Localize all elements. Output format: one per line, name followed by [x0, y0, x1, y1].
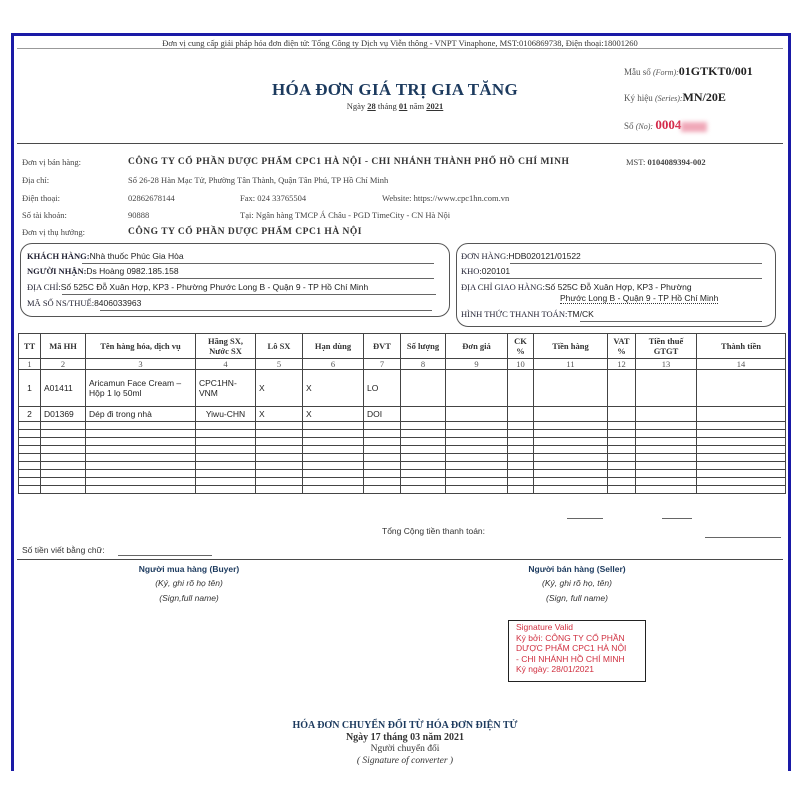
empty-cell [303, 446, 364, 454]
empty-cell [41, 422, 86, 430]
empty-table-row [19, 430, 786, 438]
no-label-en: (No): [635, 122, 654, 131]
cell-vat [608, 370, 636, 407]
empty-cell [697, 462, 786, 470]
empty-cell [636, 446, 697, 454]
receiver-value: Ds Hoàng 0982.185.158 [86, 266, 179, 276]
empty-cell [508, 454, 534, 462]
empty-cell [401, 446, 446, 454]
empty-cell [636, 478, 697, 486]
date-month-word: tháng [377, 101, 397, 111]
empty-cell [256, 470, 303, 478]
seller-beneficiary-value: CÔNG TY CỔ PHẦN DƯỢC PHẨM CPC1 HÀ NỘI [128, 227, 362, 237]
empty-cell [41, 454, 86, 462]
empty-cell [401, 470, 446, 478]
invoice-title: HÓA ĐƠN GIÁ TRỊ GIA TĂNG [271, 80, 519, 99]
payment-value: TM/CK [567, 309, 594, 319]
cell-unit: DOI [364, 407, 401, 422]
empty-cell [19, 438, 41, 446]
divider [17, 48, 783, 49]
series-label-en: (Series): [655, 94, 683, 103]
underline [100, 310, 432, 311]
column-index-row [19, 359, 786, 370]
series-number [624, 90, 726, 105]
empty-cell [196, 470, 256, 478]
empty-cell [303, 430, 364, 438]
divider [17, 559, 783, 560]
delivery-value-2: Phước Long B - Quận 9 - TP Hồ Chí Minh [560, 293, 719, 303]
stamp-line: - CHI NHÁNH HỒ CHÍ MINH [516, 653, 625, 664]
col-index: 8 [401, 359, 446, 370]
series-value: MN/20E [682, 90, 726, 104]
empty-cell [256, 446, 303, 454]
col-header: Tiền thuế GTGT [636, 334, 697, 359]
col-index: 12 [608, 359, 636, 370]
col-header: Tiền hàng [534, 334, 608, 359]
customer-address-value: Số 525C Đỗ Xuân Hợp, KP3 - Phường Phước Long B - Quận 9 - TP Hồ Chí Minh [60, 282, 369, 292]
cell-vat-amount [636, 407, 697, 422]
customer-label: KHÁCH HÀNG: [27, 251, 90, 261]
empty-cell [19, 422, 41, 430]
col-header: Số lượng [401, 334, 446, 359]
col-header: Tên hàng hóa, dịch vụ [86, 334, 196, 359]
empty-cell [697, 478, 786, 486]
date-prefix: Ngày [346, 101, 366, 111]
empty-cell [41, 470, 86, 478]
empty-cell [303, 486, 364, 494]
cell-manufacturer: Yiwu-CHN [196, 407, 256, 422]
divider [17, 143, 783, 144]
col-header: Đơn giá [446, 334, 508, 359]
form-value: 01GTKT0/001 [678, 64, 753, 78]
empty-cell [697, 430, 786, 438]
delivery-value-1: Số 525C Đỗ Xuân Hợp, KP3 - Phường [544, 282, 692, 292]
cell-discount [508, 370, 534, 407]
empty-cell [86, 486, 196, 494]
total-label: Tổng Cộng tiền thanh toán: [382, 526, 486, 536]
delivery-label: ĐỊA CHỈ GIAO HÀNG: [461, 282, 545, 292]
empty-cell [86, 422, 196, 430]
underline [662, 518, 692, 519]
signature-valid-stamp [508, 620, 646, 682]
empty-cell [86, 446, 196, 454]
empty-cell [19, 486, 41, 494]
cell-tt: 1 [19, 370, 41, 407]
empty-cell [401, 486, 446, 494]
total-value-line [705, 537, 781, 538]
empty-cell [636, 430, 697, 438]
empty-cell [256, 486, 303, 494]
empty-table-row [19, 470, 786, 478]
empty-cell [19, 470, 41, 478]
empty-cell [508, 478, 534, 486]
empty-cell [401, 454, 446, 462]
receiver-row [27, 266, 179, 276]
col-index: 10 [508, 359, 534, 370]
cell-expiry: X [303, 370, 364, 407]
empty-table-row [19, 438, 786, 446]
stamp-line: DƯỢC PHẨM CPC1 HÀ NỘI [516, 643, 627, 653]
customer-tax-value: 8406033963 [94, 298, 142, 308]
empty-cell [303, 438, 364, 446]
invoice-date [250, 101, 540, 111]
empty-cell [364, 454, 401, 462]
underline [90, 278, 434, 279]
seller-tax [626, 157, 706, 167]
empty-cell [19, 462, 41, 470]
date-year-word: năm [409, 101, 425, 111]
delivery-row [461, 282, 692, 292]
col-index: 13 [636, 359, 697, 370]
col-index: 2 [41, 359, 86, 370]
col-header: Mã HH [41, 334, 86, 359]
redacted-blur [681, 122, 707, 132]
cell-name: Dép đi trong nhà [86, 407, 196, 422]
cell-manufacturer: CPC1HN-VNM [196, 370, 256, 407]
empty-cell [608, 446, 636, 454]
col-index: 7 [364, 359, 401, 370]
series-label: Ký hiệu [624, 93, 653, 103]
empty-cell [364, 446, 401, 454]
cell-vat-amount [636, 370, 697, 407]
cell-lot: X [256, 370, 303, 407]
seller-address-label: Địa chỉ: [22, 175, 50, 185]
table-row [19, 407, 786, 422]
col-header: Hãng SX, Nước SX [196, 334, 256, 359]
seller-sign-title: Người bán hàng (Seller) [528, 564, 626, 574]
empty-cell [636, 422, 697, 430]
underline [510, 263, 762, 264]
cell-code: D01369 [41, 407, 86, 422]
seller-phone-value: 02862678144 [128, 193, 175, 203]
empty-cell [636, 486, 697, 494]
underline [82, 263, 434, 264]
empty-cell [364, 430, 401, 438]
empty-cell [508, 470, 534, 478]
cell-quantity [401, 370, 446, 407]
seller-beneficiary-label: Đơn vị thụ hưởng: [22, 227, 85, 237]
customer-address-row [27, 282, 368, 292]
empty-cell [508, 486, 534, 494]
empty-cell [256, 478, 303, 486]
customer-row [27, 251, 184, 261]
delivery-row-2 [560, 293, 718, 304]
cell-code: A01411 [41, 370, 86, 407]
empty-table-row [19, 486, 786, 494]
empty-cell [41, 430, 86, 438]
no-value: 0004 [655, 117, 682, 132]
empty-cell [697, 422, 786, 430]
empty-cell [636, 454, 697, 462]
empty-cell [446, 430, 508, 438]
empty-cell [364, 438, 401, 446]
empty-cell [41, 446, 86, 454]
cell-expiry: X [303, 407, 364, 422]
col-index: 4 [196, 359, 256, 370]
warehouse-row [461, 266, 510, 276]
empty-cell [41, 486, 86, 494]
empty-table-row [19, 446, 786, 454]
date-year: 2021 [426, 101, 444, 111]
empty-cell [364, 486, 401, 494]
empty-cell [256, 438, 303, 446]
empty-cell [697, 438, 786, 446]
empty-cell [697, 454, 786, 462]
form-number [624, 64, 753, 79]
underline [62, 294, 436, 295]
empty-cell [534, 446, 608, 454]
payment-row [461, 309, 594, 319]
amount-in-words-line [118, 555, 212, 556]
col-header: CK % [508, 334, 534, 359]
empty-cell [364, 470, 401, 478]
empty-cell [608, 438, 636, 446]
empty-cell [534, 470, 608, 478]
empty-cell [446, 486, 508, 494]
empty-cell [608, 478, 636, 486]
seller-unit-value: CÔNG TY CỔ PHẦN DƯỢC PHẨM CPC1 HÀ NỘI - CHI NHÁNH THÀNH PHỐ HỒ CHÍ MINH [128, 157, 570, 167]
seller-address-value: Số 26-28 Hàn Mạc Tử, Phường Tân Thành, Quận Tân Phú, TP Hồ Chí Minh [128, 175, 389, 185]
empty-cell [534, 422, 608, 430]
empty-cell [446, 446, 508, 454]
order-label: ĐƠN HÀNG: [461, 251, 509, 261]
cell-price [446, 407, 508, 422]
empty-cell [534, 438, 608, 446]
empty-cell [608, 430, 636, 438]
seller-sign-sub-1: (Ký, ghi rõ họ, tên) [542, 578, 612, 588]
empty-cell [196, 454, 256, 462]
empty-cell [508, 422, 534, 430]
empty-cell [608, 462, 636, 470]
seller-bank: Tại: Ngân hàng TMCP Á Châu - PGD TimeCity - CN Hà Nội [240, 210, 451, 220]
empty-cell [508, 462, 534, 470]
col-index: 6 [303, 359, 364, 370]
amount-in-words-label: Số tiền viết bằng chữ: [22, 545, 105, 555]
empty-cell [256, 430, 303, 438]
underline [567, 518, 603, 519]
cell-total [697, 407, 786, 422]
empty-cell [697, 486, 786, 494]
customer-value: Nhà thuốc Phúc Gia Hòa [89, 251, 184, 261]
empty-cell [256, 422, 303, 430]
empty-cell [196, 486, 256, 494]
empty-cell [608, 454, 636, 462]
empty-cell [303, 454, 364, 462]
cell-price [446, 370, 508, 407]
col-index: 5 [256, 359, 303, 370]
seller-fax: Fax: 024 33765504 [240, 193, 307, 203]
empty-cell [534, 454, 608, 462]
empty-cell [86, 470, 196, 478]
empty-cell [256, 454, 303, 462]
col-header: ĐVT [364, 334, 401, 359]
seller-phone-label: Điện thoại: [22, 193, 61, 203]
empty-cell [401, 422, 446, 430]
empty-cell [534, 430, 608, 438]
stamp-line: Ký ngày: 28/01/2021 [516, 664, 594, 674]
cell-amount [534, 407, 608, 422]
col-index: 11 [534, 359, 608, 370]
buyer-sub-2: (Sign,full name) [159, 593, 219, 603]
empty-cell [303, 462, 364, 470]
empty-cell [446, 438, 508, 446]
conversion-date: Ngày 17 tháng 03 năm 2021 [345, 732, 465, 743]
empty-cell [636, 462, 697, 470]
empty-cell [608, 486, 636, 494]
cell-unit: LO [364, 370, 401, 407]
empty-cell [508, 430, 534, 438]
empty-cell [86, 438, 196, 446]
empty-cell [364, 422, 401, 430]
empty-cell [446, 454, 508, 462]
empty-cell [41, 462, 86, 470]
cell-total [697, 370, 786, 407]
empty-cell [697, 446, 786, 454]
empty-cell [196, 430, 256, 438]
seller-tax-value: 0104089394-002 [647, 157, 706, 167]
empty-cell [41, 478, 86, 486]
empty-cell [303, 470, 364, 478]
empty-cell [196, 438, 256, 446]
date-month: 01 [398, 101, 408, 111]
empty-cell [86, 454, 196, 462]
seller-unit-label: Đơn vị bán hàng: [22, 157, 82, 167]
empty-cell [697, 470, 786, 478]
col-index: 3 [86, 359, 196, 370]
seller-account-label: Số tài khoản: [22, 210, 67, 220]
empty-cell [19, 430, 41, 438]
seller-tax-label: MST: [626, 157, 646, 167]
cell-quantity [401, 407, 446, 422]
warehouse-value: 020101 [481, 266, 511, 276]
conversion-title: HÓA ĐƠN CHUYỂN ĐỔI TỪ HÓA ĐƠN ĐIỆN TỬ [292, 720, 518, 731]
col-header: Thành tiền [697, 334, 786, 359]
col-index: 14 [697, 359, 786, 370]
invoice-number [624, 117, 707, 133]
col-index: 9 [446, 359, 508, 370]
empty-cell [508, 438, 534, 446]
empty-cell [86, 462, 196, 470]
empty-cell [446, 462, 508, 470]
empty-cell [446, 478, 508, 486]
seller-sign-sub-2: (Sign, full name) [546, 593, 608, 603]
converter-label: Người chuyển đổi [370, 744, 440, 754]
empty-cell [636, 438, 697, 446]
empty-table-row [19, 454, 786, 462]
empty-cell [19, 446, 41, 454]
empty-cell [19, 454, 41, 462]
buyer-sub-1: (Ký, ghi rõ họ tên) [155, 578, 223, 588]
empty-table-row [19, 462, 786, 470]
empty-cell [534, 478, 608, 486]
cell-lot: X [256, 407, 303, 422]
provider-line: Đơn vị cung cấp giải pháp hóa đơn điện tử: Tổng Công ty Dịch vụ Viễn thông - VNPT Vinaphone, MST:0106869738, Điện thoại:18001260 [162, 38, 638, 48]
no-label: Số [624, 121, 634, 131]
empty-cell [256, 462, 303, 470]
empty-cell [86, 478, 196, 486]
empty-cell [401, 478, 446, 486]
order-value: HDB020121/01522 [508, 251, 581, 261]
order-row [461, 251, 581, 261]
empty-cell [446, 422, 508, 430]
empty-table-row [19, 478, 786, 486]
col-header: VAT % [608, 334, 636, 359]
empty-cell [401, 438, 446, 446]
cell-tt: 2 [19, 407, 41, 422]
warehouse-label: KHO: [461, 266, 482, 276]
receiver-label: NGƯỜI NHẬN: [27, 266, 87, 276]
empty-cell [196, 462, 256, 470]
empty-cell [41, 438, 86, 446]
underline [580, 321, 762, 322]
customer-address-label: ĐỊA CHỈ: [27, 282, 61, 292]
empty-cell [608, 470, 636, 478]
empty-cell [196, 422, 256, 430]
form-label: Mẫu số [624, 67, 651, 77]
converter-label-en: ( Signature of converter ) [356, 756, 454, 766]
empty-cell [401, 430, 446, 438]
form-label-en: (Form): [653, 68, 679, 77]
empty-cell [303, 478, 364, 486]
empty-cell [19, 478, 41, 486]
date-day: 28 [367, 101, 376, 111]
payment-label: HÌNH THỨC THANH TOÁN: [461, 309, 568, 319]
empty-cell [534, 462, 608, 470]
seller-account-value: 90888 [128, 210, 150, 220]
col-header: Hạn dùng [303, 334, 364, 359]
col-header: TT [19, 334, 41, 359]
table-header-row [19, 334, 786, 359]
seller-website: Website: https://www.cpc1hn.com.vn [382, 193, 510, 203]
empty-cell [608, 422, 636, 430]
stamp-line: Ký bởi: CÔNG TY CỔ PHẦN [516, 632, 625, 643]
col-index: 1 [19, 359, 41, 370]
customer-tax-row [27, 298, 141, 308]
empty-cell [196, 446, 256, 454]
cell-vat [608, 407, 636, 422]
empty-table-row [19, 422, 786, 430]
empty-cell [534, 486, 608, 494]
cell-name: Aricamun Face Cream – Hộp 1 lọ 50ml [86, 370, 196, 407]
empty-cell [86, 430, 196, 438]
table-row [19, 370, 786, 407]
buyer-title: Người mua hàng (Buyer) [138, 564, 240, 574]
empty-cell [303, 422, 364, 430]
empty-cell [446, 470, 508, 478]
empty-cell [401, 462, 446, 470]
customer-tax-label: MÃ SỐ NS/THUẾ: [27, 298, 95, 308]
items-table [18, 333, 786, 494]
stamp-line: Signature Valid [516, 622, 574, 632]
empty-cell [196, 478, 256, 486]
empty-cell [636, 470, 697, 478]
col-header: Lô SX [256, 334, 303, 359]
cell-discount [508, 407, 534, 422]
empty-cell [508, 446, 534, 454]
underline [480, 278, 762, 279]
empty-cell [364, 478, 401, 486]
cell-amount [534, 370, 608, 407]
empty-cell [364, 462, 401, 470]
